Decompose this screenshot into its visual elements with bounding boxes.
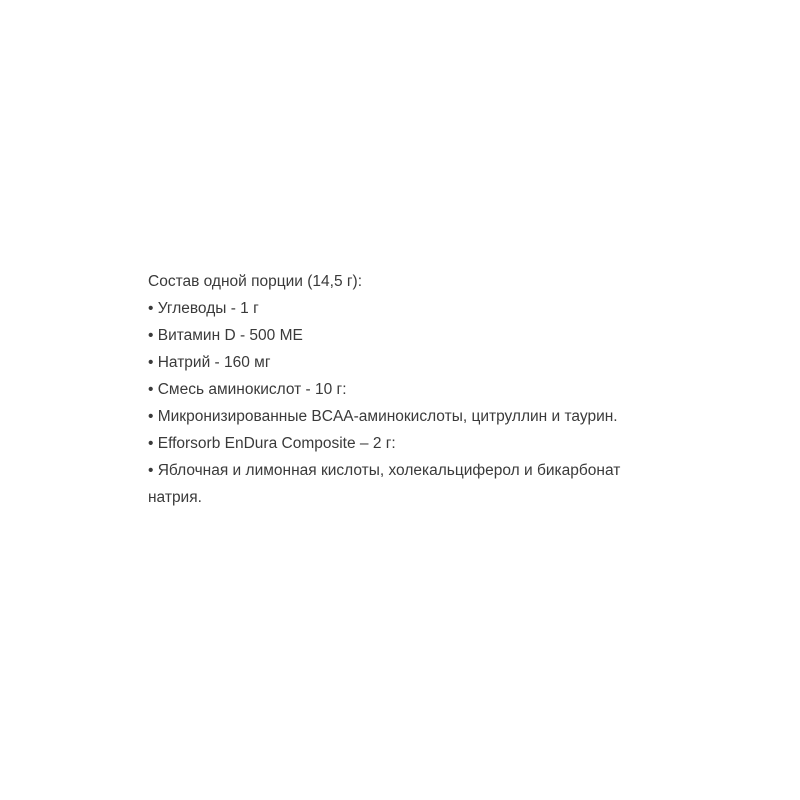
- ingredient-item-bcaa-details: • Микронизированные BCAA-аминокислоты, цитруллин и таурин.: [148, 408, 618, 425]
- ingredient-item-carbohydrates: • Углеводы - 1 г: [148, 300, 259, 317]
- ingredient-item-vitamin-d: • Витамин D - 500 МЕ: [148, 327, 303, 344]
- ingredients-heading: Состав одной порции (14,5 г):: [148, 273, 363, 290]
- ingredient-item-acids-details: • Яблочная и лимонная кислоты, холекальциферол и бикарбонат натрия.: [148, 462, 621, 506]
- ingredient-item-sodium: • Натрий - 160 мг: [148, 354, 271, 371]
- ingredient-item-amino-acid-blend: • Смесь аминокислот - 10 г:: [148, 381, 347, 398]
- ingredient-item-efforsorb-endura: • Efforsorb EnDura Composite – 2 г:: [148, 435, 396, 452]
- ingredients-block: [148, 268, 668, 511]
